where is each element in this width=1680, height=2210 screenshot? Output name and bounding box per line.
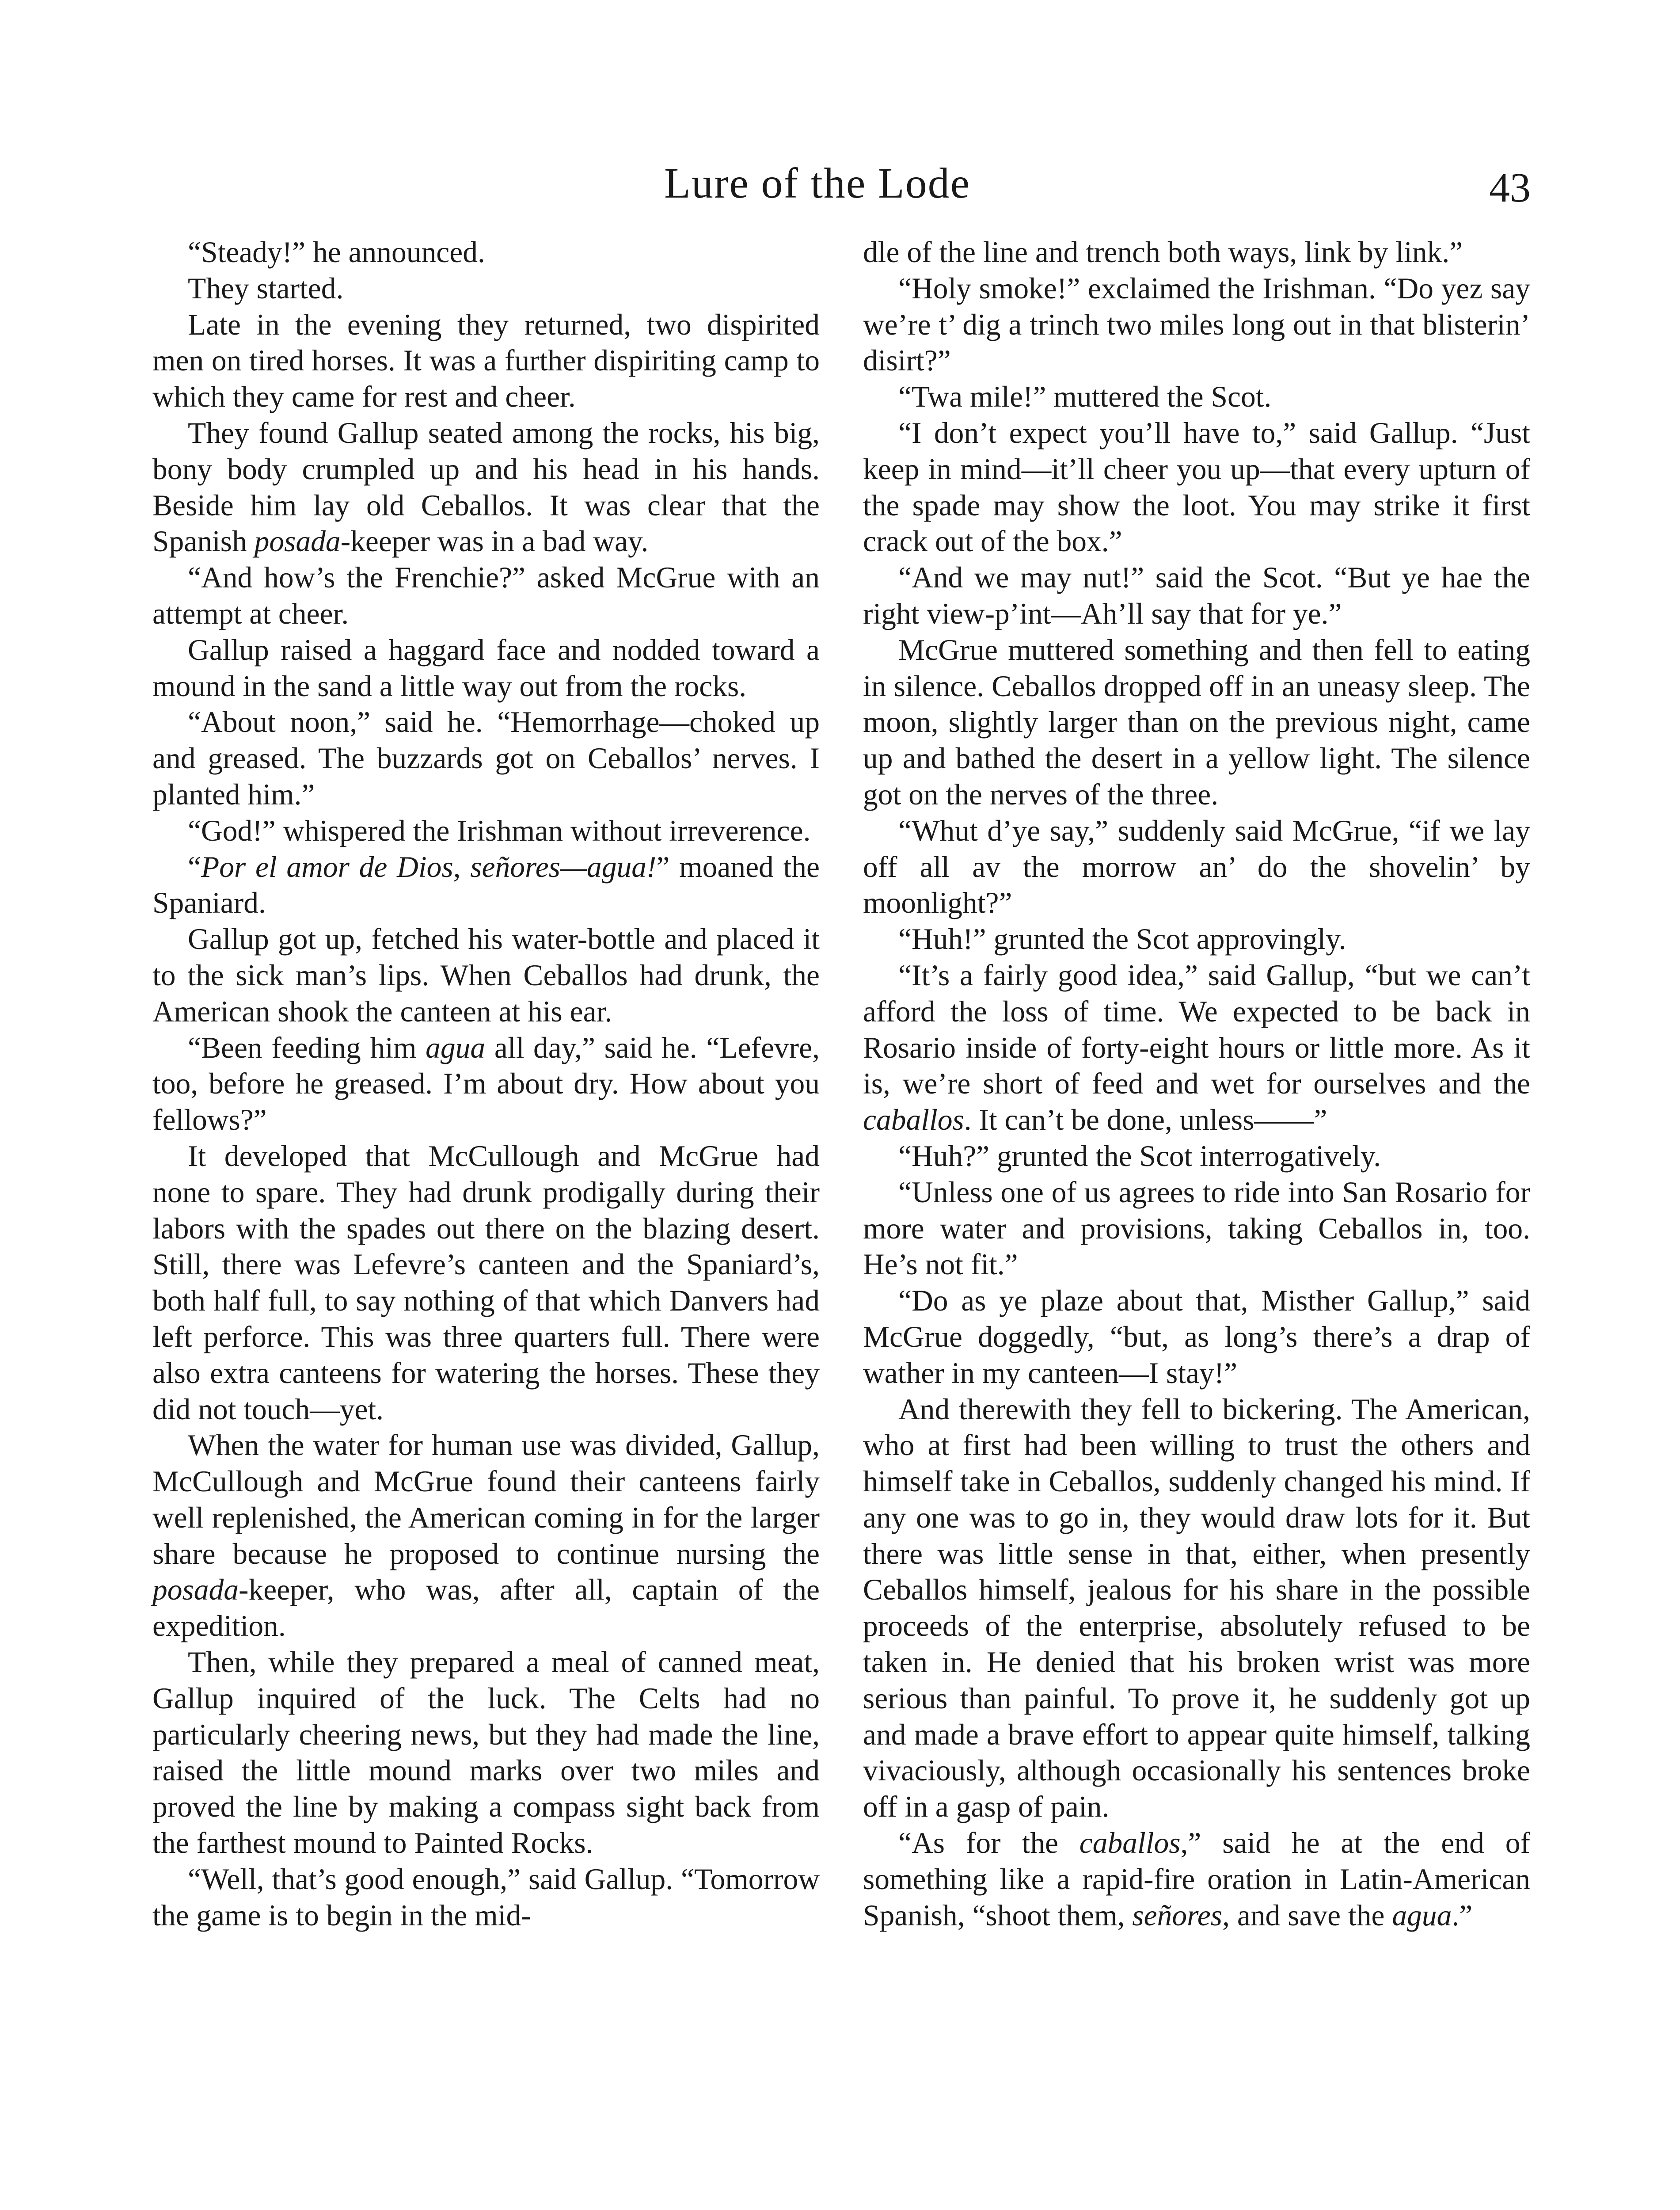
paragraph: “And we may nut!” said the Scot. “But ye hae the right view-p’int—Ah’ll say that for ye.” [863,561,1530,630]
paragraph: “Been feeding him agua all day,” said he. “Lefevre, too, before he greased. I’m about dry. How about you fellows?” [152,1031,820,1137]
paragraph: They found Gallup seated among the rocks, his big, bony body crumpled up and his head in his hands. Beside him lay old Ceballos. It was clear that the Spanish posada-keeper was in a bad way. [152,416,820,558]
paragraph: “I don’t expect you’ll have to,” said Gallup. “Just keep in mind—it’ll cheer you up—that every upturn of the spade may show the loot. You may strike it first crack out of the box.” [863,416,1530,558]
paragraph: Gallup raised a haggard face and nodded toward a mound in the sand a little way out from the rocks. [152,633,820,703]
paragraph: “Whut d’ye say,” suddenly said McGrue, “if we lay off all av the morrow an’ do the shovelin’ by moonlight?” [863,814,1530,920]
paragraph: “Well, that’s good enough,” said Gallup. “Tomorrow the game is to begin in the mid- [152,1862,820,1932]
page-header [0,152,1680,214]
paragraph: “Por el amor de Dios, señores—agua!” moaned the Spaniard. [152,850,820,920]
paragraph: Then, while they prepared a meal of canned meat, Gallup inquired of the luck. The Celts had no particularly cheering news, but they had made the line, raised the little mound marks over two miles and proved the line by making a compass sight back from the farthest mound to Painted Rocks. [152,1646,820,1860]
paragraph: “It’s a fairly good idea,” said Gallup, “but we can’t afford the loss of time. We expected to be back in Rosario inside of forty-eight hours or little more. As it is, we’re short of feed and wet for ourselves and the caballos. It can’t be done, unless——” [863,958,1530,1137]
running-title: Lure of the Lode [664,160,971,207]
paragraph: “Holy smoke!” exclaimed the Irishman. “Do yez say we’re t’ dig a trinch two miles long out in that blisterin’ disirt?” [863,271,1530,377]
paragraph: And therewith they fell to bickering. The American, who at first had been willing to trust the others and himself take in Ceballos, suddenly changed his mind. If any one was to go in, they would draw lots for it. But there was little sense in that, either, when presently Ceballos himself, jealous for his share in the possible proceeds of the enterprise, absolutely refused to be taken in. He denied that his broken wrist was more serious than painful. To prove it, he suddenly got up and made a brave effort to appear quite himself, talking vivaciously, although occasionally his sentences broke off in a gasp of pain. [863,1392,1530,1824]
right-column [863,234,1530,1933]
paragraph: “And how’s the Frenchie?” asked McGrue with an attempt at cheer. [152,561,820,630]
paragraph: “Huh?” grunted the Scot interrogatively. [898,1139,1381,1173]
left-column [152,234,820,1933]
paragraph: “Huh!” grunted the Scot approvingly. [898,922,1346,956]
paragraph: They started. [188,271,344,305]
paragraph: “Do as ye plaze about that, Misther Gallup,” said McGrue doggedly, “but, as long’s there’s a drap of wather in my canteen—I stay!” [863,1284,1530,1390]
paragraph: “God!” whispered the Irishman without irreverence. [188,814,811,847]
paragraph: “About noon,” said he. “Hemorrhage—choked up and greased. The buzzards got on Ceballos’ nerves. I planted him.” [152,705,820,811]
paragraph: When the water for human use was divided, Gallup, McCullough and McGrue found their canteens fairly well replenished, the American coming in for the larger share because he proposed to continue nursing the posada-keeper, who was, after all, captain of the expedition. [152,1429,820,1643]
paragraph: “As for the caballos,” said he at the end of something like a rapid-fire oration in Latin-American Spanish, “shoot them, señores, and save the agua.” [863,1826,1530,1932]
paragraph: Gallup got up, fetched his water-bottle and placed it to the sick man’s lips. When Ceballos had drunk, the American shook the canteen at his ear. [152,922,820,1028]
paragraph: dle of the line and trench both ways, link by link.” [863,236,1463,269]
paragraph: “Twa mile!” muttered the Scot. [898,380,1272,414]
page-number: 43 [1489,165,1531,211]
paragraph: McGrue muttered something and then fell to eating in silence. Ceballos dropped off in an uneasy sleep. The moon, slightly larger than on the previous night, came up and bathed the desert in a yellow light. The silence got on the nerves of the three. [863,633,1530,811]
paragraph: Late in the evening they returned, two dispirited men on tired horses. It was a further dispiriting camp to which they came for rest and cheer. [152,308,820,414]
paragraph: It developed that McCullough and McGrue had none to spare. They had drunk prodigally during their labors with the spades out there on the blazing desert. Still, there was Lefevre’s canteen and the Spaniard’s, both half full, to say nothing of that which Danvers had left perforce. This was three quarters full. There were also extra canteens for watering the horses. These they did not touch—yet. [152,1139,820,1426]
paragraph: “Unless one of us agrees to ride into San Rosario for more water and provisions, taking Ceballos in, too. He’s not fit.” [863,1175,1530,1281]
paragraph: “Steady!” he announced. [188,236,485,269]
